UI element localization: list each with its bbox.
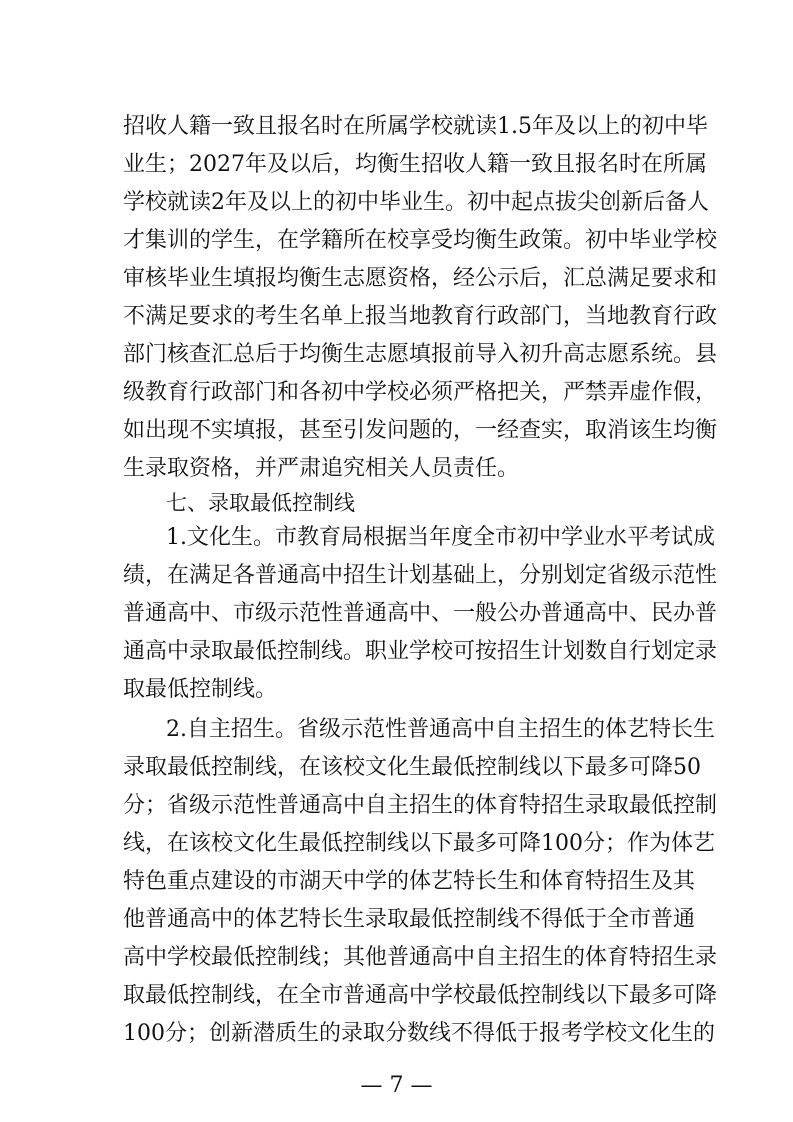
text-line: 取最低控制线。 <box>123 677 278 702</box>
text-line: 不满足要求的考生名单上报当地教育行政部门，当地教育行政 <box>123 304 718 329</box>
page-number: — 7 — <box>360 1073 433 1098</box>
text-line: 审核毕业生填报均衡生志愿资格，经公示后，汇总满足要求和 <box>123 266 718 291</box>
text-line: 业生；2027年及以后，均衡生招收人籍一致且报名时在所属 <box>123 152 707 177</box>
text-line: 招收人籍一致且报名时在所属学校就读1.5年及以上的初中毕 <box>123 114 708 139</box>
text-line: 线，在该校文化生最低控制线以下最多可降100分；作为体艺 <box>123 831 715 856</box>
text-line: 录取最低控制线，在该校文化生最低控制线以下最多可降50 <box>123 755 701 780</box>
text-line: 级教育行政部门和各初中学校必须严格把关，严禁弄虚作假， <box>123 380 718 405</box>
text-line: 普通高中、市级示范性普通高中、一般公办普通高中、民办普 <box>123 601 718 626</box>
text-line: 特色重点建设的市湖天中学的体艺特长生和体育特招生及其 <box>123 869 696 894</box>
text-line: 生录取资格，并严肃追究相关人员责任。 <box>123 456 520 481</box>
text-line: 1.文化生。市教育局根据当年度全市初中学业水平考试成 <box>166 525 715 550</box>
text-line: 如出现不实填报，甚至引发问题的，一经查实，取消该生均衡 <box>123 418 718 443</box>
text-line: 高中学校最低控制线；其他普通高中自主招生的体育特招生录 <box>123 945 718 970</box>
text-line: 取最低控制线，在全市普通高中学校最低控制线以下最多可降 <box>123 983 718 1008</box>
text-line: 通高中录取最低控制线。职业学校可按招生计划数自行划定录 <box>123 639 718 664</box>
text-line: 绩，在满足各普通高中招生计划基础上，分别划定省级示范性 <box>123 563 718 588</box>
text-line: 部门核查汇总后于均衡生志愿填报前导入初升高志愿系统。县 <box>123 342 718 367</box>
text-line: 分；省级示范性普通高中自主招生的体育特招生录取最低控制 <box>123 793 718 818</box>
text-line: 学校就读2年及以上的初中毕业生。初中起点拔尖创新后备人 <box>123 190 709 215</box>
text-line: 他普通高中的体艺特长生录取最低控制线不得低于全市普通 <box>123 907 696 932</box>
text-line: 才集训的学生，在学籍所在校享受均衡生政策。初中毕业学校 <box>123 228 718 253</box>
text-line: 2.自主招生。省级示范性普通高中自主招生的体艺特长生 <box>166 717 715 742</box>
section-heading: 七、录取最低控制线 <box>166 491 355 515</box>
text-line: 100分；创新潜质生的录取分数线不得低于报考学校文化生的 <box>123 1021 715 1046</box>
